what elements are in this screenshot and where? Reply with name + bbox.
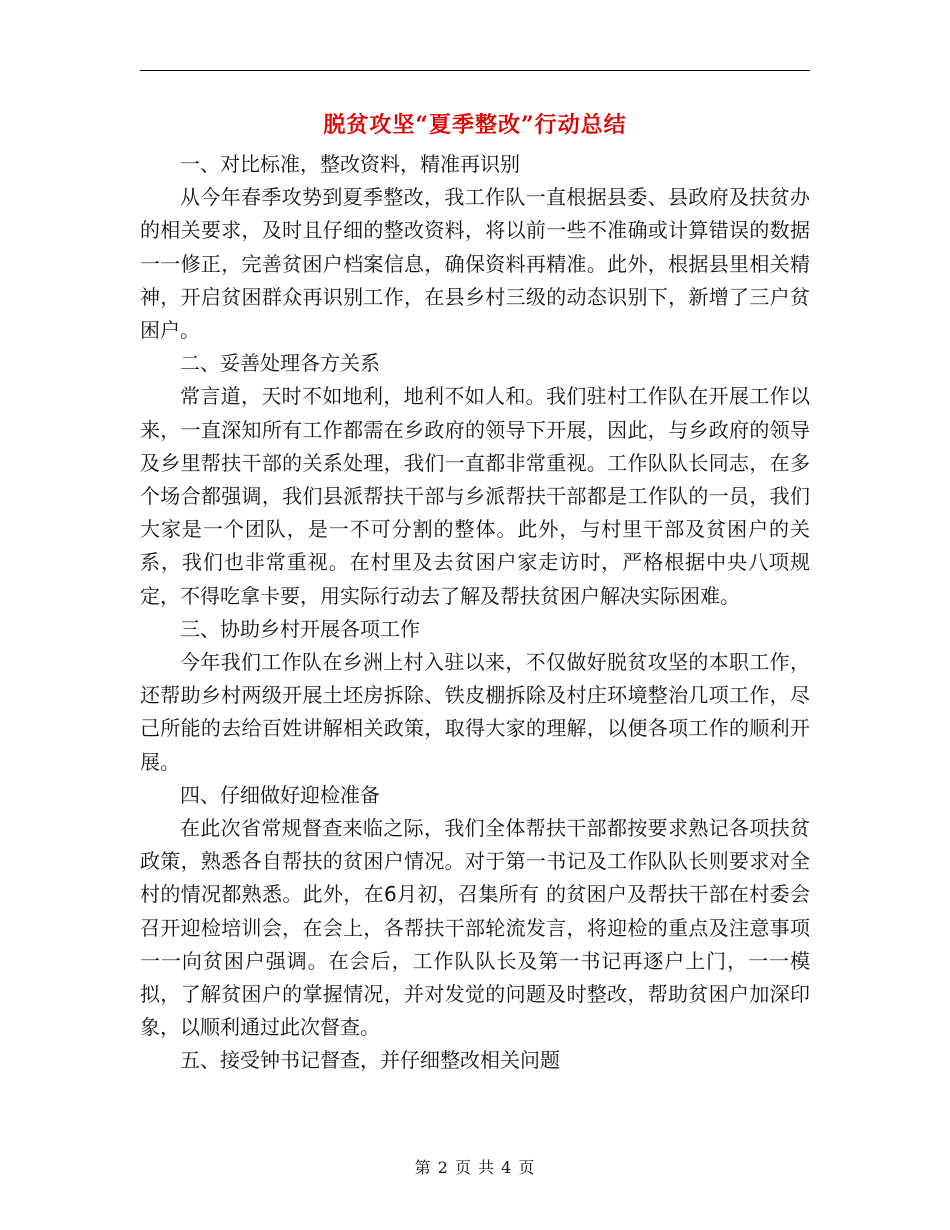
section-heading-2: 二、妥善处理各方关系 [180, 351, 380, 376]
paragraph-3: 今年我们工作队在乡洲上村入驻以来，不仅做好脱贫攻坚的本职工作，还帮助乡村两级开展土坯房拆除、铁皮棚拆除及村庄环境整治几项工作，尽己所能的去给百姓讲解相关政策，取得大家的理解，以便各项工作的顺利开展。 [140, 650, 810, 774]
document-body [140, 148, 810, 1078]
section-heading-1: 一、对比标准，整改资料，精准再识别 [180, 152, 520, 176]
section-heading-3: 三、协助乡村开展各项工作 [180, 616, 420, 641]
section-heading-5: 五、接受钟书记督查，并仔细整改相关问题 [180, 1048, 560, 1073]
paragraph-1: 从今年春季攻势到夏季整改，我工作队一直根据县委、县政府及扶贫办的相关要求，及时且仔细的整改资料，将以前一些不准确或计算错误的数据一一修正，完善贫困户档案信息，确保资料再精准。此外，根据县里相关精神，开启贫困群众再识别工作，在县乡村三级的动态识别下，新增了三户贫困户。 [140, 185, 810, 343]
paragraph-4: 在此次省常规督查来临之际，我们全体帮扶干部都按要求熟记各项扶贫政策，熟悉各自帮扶的贫困户情况。对于第一书记及工作队队长则要求对全村的情况都熟悉。此外，在6月初，召集所有 的贫困户及帮扶干部在村委会召开迎检培训会，在会上，各帮扶干部轮流发言，将迎检的重点及注意事项一一向贫困户强调。在会后，工作队队长及第一书记再逐户上门，一一模拟，了解贫困户的掌握情况，并对发觉的问题及时整改，帮助贫困户加深印象，以顺利通过此次督查。 [140, 816, 810, 1040]
page-number-footer: 第 2 页 共 4 页 [414, 1158, 536, 1177]
section-heading-4: 四、仔细做好迎检准备 [180, 782, 380, 807]
paragraph-2: 常言道，天时不如地利，地利不如人和。我们驻村工作队在开展工作以来，一直深知所有工作都需在乡政府的领导下开展，因此，与乡政府的领导及乡里帮扶干部的关系处理，我们一直都非常重视。工作队队长同志，在多个场合都强调，我们县派帮扶干部与乡派帮扶干部都是工作队的一员，我们大家是一个团队，是一不可分割的整体。此外，与村里干部及贫困户的关系，我们也非常重视。在村里及去贫困户家走访时，严格根据中央八项规定，不得吃拿卡要，用实际行动去了解及帮扶贫困户解决实际困难。 [140, 384, 810, 608]
header-rule [140, 70, 810, 71]
document-title: 脱贫攻坚“夏季整改”行动总结 [323, 112, 627, 138]
